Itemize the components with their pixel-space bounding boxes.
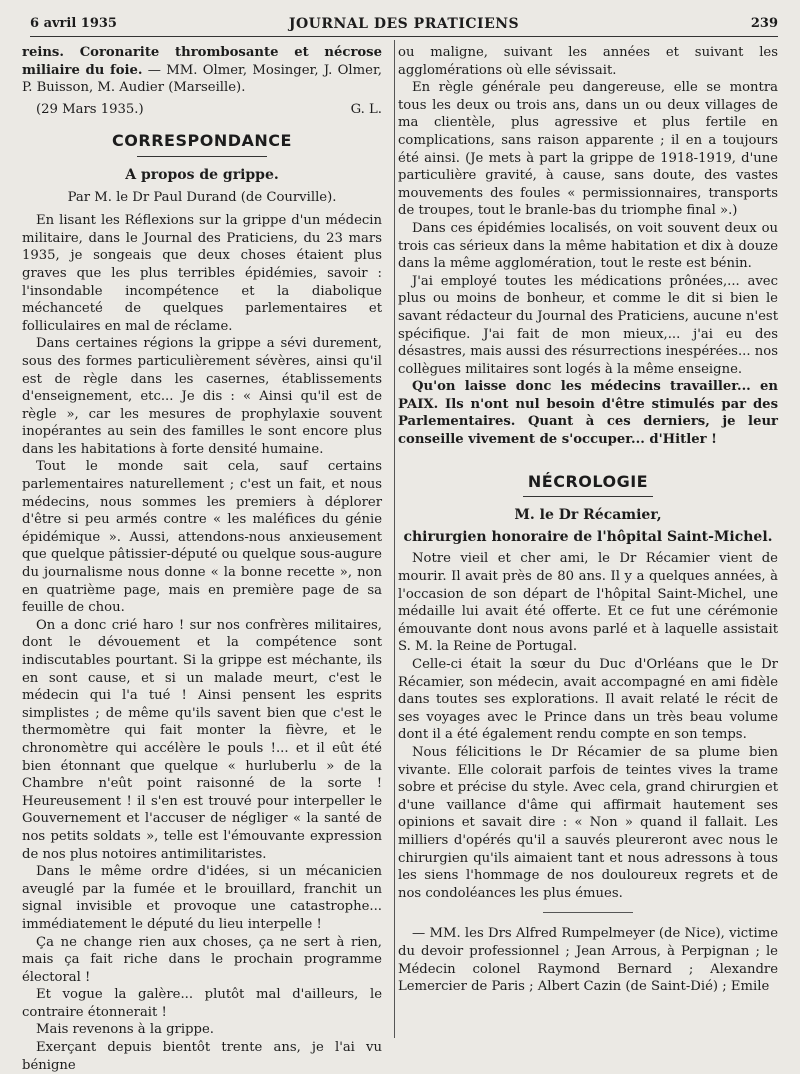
page-header — [30, 14, 778, 37]
paragraph: Dans le même ordre d'idées, si un mécanicien aveuglé par la fumée et le brouillard, franchit un signal invisible et provoque une catastrophe... immédiatement le député du lieu interpelle ! — [22, 864, 382, 932]
paragraph: — MM. les Drs Alfred Rumpelmeyer (de Nice), victime du devoir professionnel ; Jean Arrous, à Perpignan ; le Médecin colonel Raymond Bernard ; Alexandre Lemercier de Paris ; Albert Cazin (de Saint-Dié) ; Emile — [398, 926, 778, 995]
header-page-number: 239 — [750, 16, 778, 31]
right-column — [398, 44, 778, 996]
paragraph: J'ai employé toutes les médications prônées,... avec plus ou moins de bonheur, et comme le dit si bien le savant rédacteur du Journal des Praticiens, aucune n'est spécifique. J'ai fait de mon mieux,... j'ai eu des désastres, mais aussi des résurrections inespérées... nos collègues militaires sont logés à la même enseigne. — [398, 273, 778, 377]
paragraph: Mais revenons à la grippe. — [36, 1022, 214, 1038]
obituary-title: M. le Dr Récamier, — [514, 507, 662, 524]
heading-rule — [523, 496, 653, 497]
top-reference — [22, 44, 382, 97]
paragraph: Exerçant depuis bientôt trente ans, je l'ai vu bénigne — [22, 1040, 382, 1073]
column-divider — [394, 40, 395, 1038]
paragraph: En lisant les Réflexions sur la grippe d'un médecin militaire, dans le Journal des Praticiens, du 23 mars 1935, je songeais que deux choses étaient plus graves que les plus terribles épidémies, savoir : l'insondable incompétence et la diabolique méchanceté de quelques parlementaires et folliculaires en mal de réclame. — [22, 213, 382, 334]
article-byline: Par M. le Dr Paul Durand (de Courville). — [67, 189, 337, 205]
paragraph: Dans certaines régions la grippe a sévi durement, sous des formes particulièrement sévères, ainsi qu'il est de règle dans les casernes, établissements d'enseignement, etc... Je dis : « Ainsi qu'il est de règle », car les mesures de prophylaxie souvent inopérantes au sein des familles le sont encore plus dans les habitations à forte densité humaine. — [22, 336, 382, 457]
closing-paragraph: Qu'on laisse donc les médecins travailler... en PAIX. Ils n'ont nul besoin d'être stimulés par des Parlementaires. Quant à ces derniers, je leur conseille vivement de s'occuper... d'Hitler ! — [398, 379, 778, 448]
paragraph: Et vogue la galère... plutôt mal d'ailleurs, le contraire étonnerait ! — [22, 987, 382, 1020]
obituary-subtitle: chirurgien honoraire de l'hôpital Saint-Michel. — [403, 528, 773, 545]
paragraph: On a donc crié haro ! sur nos confrères militaires, dont le dévouement et la compétence sont indiscutables pourtant. Si la grippe est méchante, ils en sont cause, et si un malade meurt, c'est le médecin qui l'a tué ! Ainsi pensent les esprits simplistes ; de même qu'ils savent bien que c'est le thermomètre qui fait monter la fièvre, et le chronomètre qui accélère le pouls !... et il eût été bien étonnant que quelque « hurluberlu » de la Chambre n'eût point raisonné de la sorte ! Heureusement ! il s'en est trouvé pour interpeller le Gouvernement et l'accuser de négliger « la santé de nos petits soldats », telle est l'émouvante expression de nos plus notoires antimilitaristes. — [22, 617, 382, 862]
paragraph: Nous félicitions le Dr Récamier de sa plume bien vivante. Elle colorait parfois de teintes vives la trame sobre et précise du style. Avec cela, grand chirurgien et d'une vaillance d'âme qui affirmait hautement ses opinions et savait dire : « Non » quand il fallait. Les milliers d'opérés qu'il a sauvés pleureront avec nous le chirurgien qu'ils aimaient tant et nous adressons à tous les siens l'hommage de nos douloureux regrets et de nos condoléances les plus émues. — [398, 744, 778, 901]
paragraph: Celle-ci était la sœur du Duc d'Orléans que le Dr Récamier, son médecin, avait accompagné en ami fidèle dans toutes ses explorations. Il avait relaté le récit de ses voyages avec le Prince dans un très beau volume dont il a été également rendu compte en son temps. — [398, 657, 778, 743]
top-reference-date: (29 Mars 1935.) — [36, 101, 144, 117]
section-heading-necrologie: NÉCROLOGIE — [527, 471, 649, 491]
header-date: 6 avril 1935 — [30, 16, 117, 31]
paragraph: Dans ces épidémies localisés, on voit souvent deux ou trois cas sérieux dans la même habitation et dix à douze dans la même agglomération, tout le reste est bénin. — [398, 220, 778, 272]
paragraph: Notre vieil et cher ami, le Dr Récamier vient de mourir. Il avait près de 80 ans. Il y a quelques années, à l'occasion de son départ de l'hôpital Saint-Michel, une médaille lui avait été offerte. Et ce fut une cérémonie émouvante dont nous avons parlé et à laquelle assistait S. M. la Reine de Portugal. — [398, 551, 778, 655]
heading-rule — [137, 156, 267, 157]
section-heading-correspondance: CORRESPONDANCE — [112, 131, 292, 151]
top-reference-signature: G. L. — [350, 101, 382, 117]
top-reference-signature-line — [36, 101, 382, 119]
paragraph: Ça ne change rien aux choses, ça ne sert à rien, mais ça fait riche dans le prochain programme électoral ! — [22, 934, 382, 985]
article-title: A propos de grippe. — [125, 166, 279, 183]
spacer — [398, 449, 778, 459]
paragraph: ou maligne, suivant les années et suivant les agglomérations où elle sévissait. — [398, 45, 778, 78]
header-journal-title: JOURNAL DES PRATICIENS — [288, 16, 520, 32]
paragraph: Tout le monde sait cela, sauf certains parlementaires naturellement ; c'est un fait, et nous médecins, nous sommes les premiers à déplorer d'être si peu armés contre « les maléfices du génie épidémique ». Aussi, attendons-nous anxieusement que quelque pâtissier-député ou quelque sous-augure du journalisme nous donne « la bonne recette », non en quatrième page, mais en première page de sa feuille de chou. — [22, 459, 382, 616]
left-column — [22, 44, 382, 1074]
top-reference-title: reins. Coronarite thrombosante et nécrose miliaire du foie. — [22, 45, 382, 78]
separator-rule — [543, 912, 633, 913]
paragraph: En règle générale peu dangereuse, elle se montra tous les deux ou trois ans, dans un ou deux villages de ma clientèle, plus agressive et plus fertile en complications, sans raison apparente ; il en a toujours été ainsi. (Je mets à part la grippe de 1918-1919, d'une particulière gravité, à cause, sans doute, des vastes mouvements des foules « permissionnaires, transports de troupes, tout le branle-bas du triomphe final ».) — [398, 80, 778, 219]
top-reference-authors: — MM. Olmer, Mosinger, J. Olmer, P. Buisson, M. Audier (Marseille). — [22, 62, 382, 96]
